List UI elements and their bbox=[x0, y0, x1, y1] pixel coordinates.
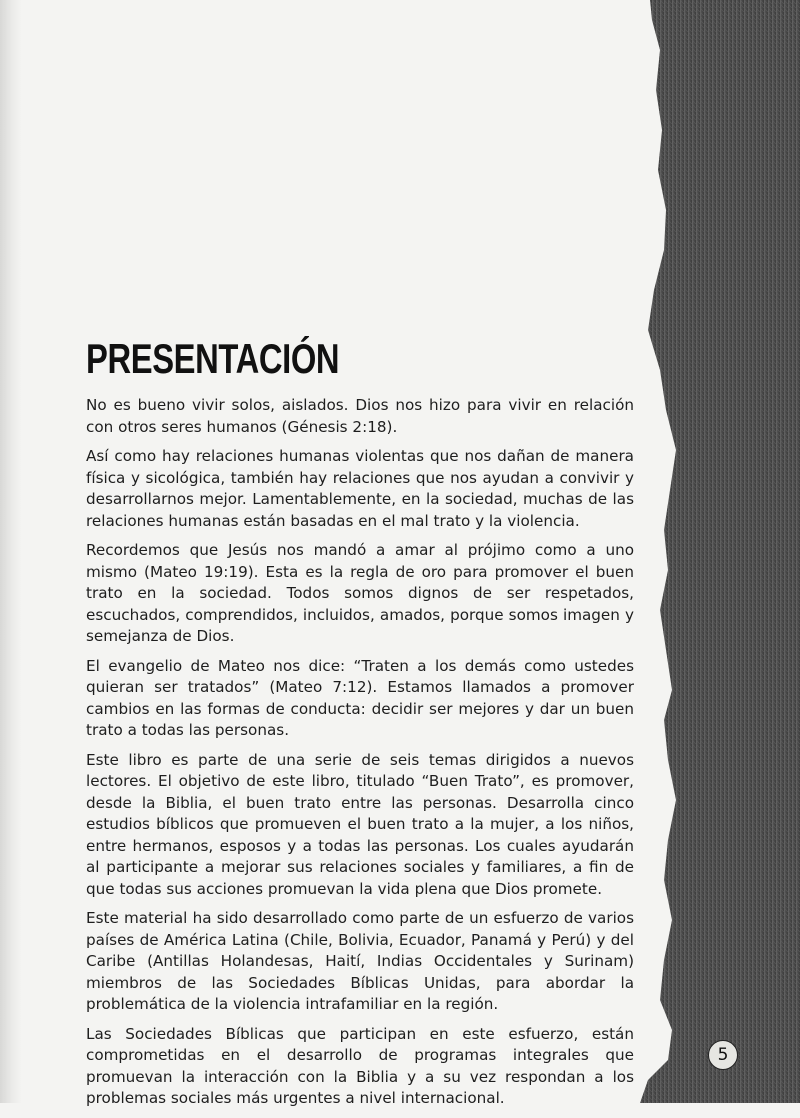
paragraph-4: El evangelio de Mateo nos dice: “Traten a los demás como ustedes quieran ser tratados” (Mateo 7:12). Estamos llamados a promover cambios en las formas de conducta: decidir ser mejores y dar un buen trato a todas las personas. bbox=[86, 656, 634, 739]
page-number-badge bbox=[708, 1040, 738, 1070]
page-number: 5 bbox=[717, 1045, 729, 1065]
paragraph-6: Este material ha sido desarrollado como parte de un esfuerzo de varios países de América Latina (Chile, Bolivia, Ecuador, Panamá y Perú) y del Caribe (Antillas Holandesas, Haití, Indias Occidentales y Surinam) miembros de las Sociedades Bíblicas Unidas, para abordar la problemática de la violencia intrafamiliar en la región. bbox=[86, 909, 634, 1013]
paragraph-5: Este libro es parte de una serie de seis temas dirigidos a nuevos lectores. El objetivo de este libro, titulado “Buen Trato”, es promover, desde la Biblia, el buen trato entre las personas. Desarrolla cinco estudios bíblicos que promueven el buen trato a la mujer, a los niños, entre hermanos, esposos y a todas las personas. Los cuales ayudarán al participante a mejorar sus relaciones sociales y familiares, a fin de que todas sus acciones promuevan la vida plena que Dios promete. bbox=[86, 750, 634, 898]
page-content bbox=[86, 335, 634, 1118]
page-title: PRESENTACIÓN bbox=[86, 335, 340, 382]
paragraph-2: Así como hay relaciones humanas violentas que nos dañan de manera física y sicológica, también hay relaciones que nos ayudan a convivir y desarrollarnos mejor. Lamentablemente, en la sociedad, muchas de las relaciones humanas están basadas en el mal trato y la violencia. bbox=[86, 447, 634, 530]
paragraph-3: Recordemos que Jesús nos mandó a amar al prójimo como a uno mismo (Mateo 19:19). Esta es la regla de oro para promover el buen trato en la sociedad. Todos somos dignos de ser respetados, escuchados, comprendidos, incluidos, amados, porque somos imagen y semejanza de Dios. bbox=[86, 541, 634, 645]
paragraph-7: Las Sociedades Bíblicas que participan en este esfuerzo, están comprometidas en el desarrollo de programas integrales que promuevan la interacción con la Biblia y a su vez respondan a los problemas sociales más urgentes a nivel internacional. bbox=[86, 1024, 634, 1107]
paragraph-1: No es bueno vivir solos, aislados. Dios nos hizo para vivir en relación con otros seres humanos (Génesis 2:18). bbox=[86, 396, 634, 436]
